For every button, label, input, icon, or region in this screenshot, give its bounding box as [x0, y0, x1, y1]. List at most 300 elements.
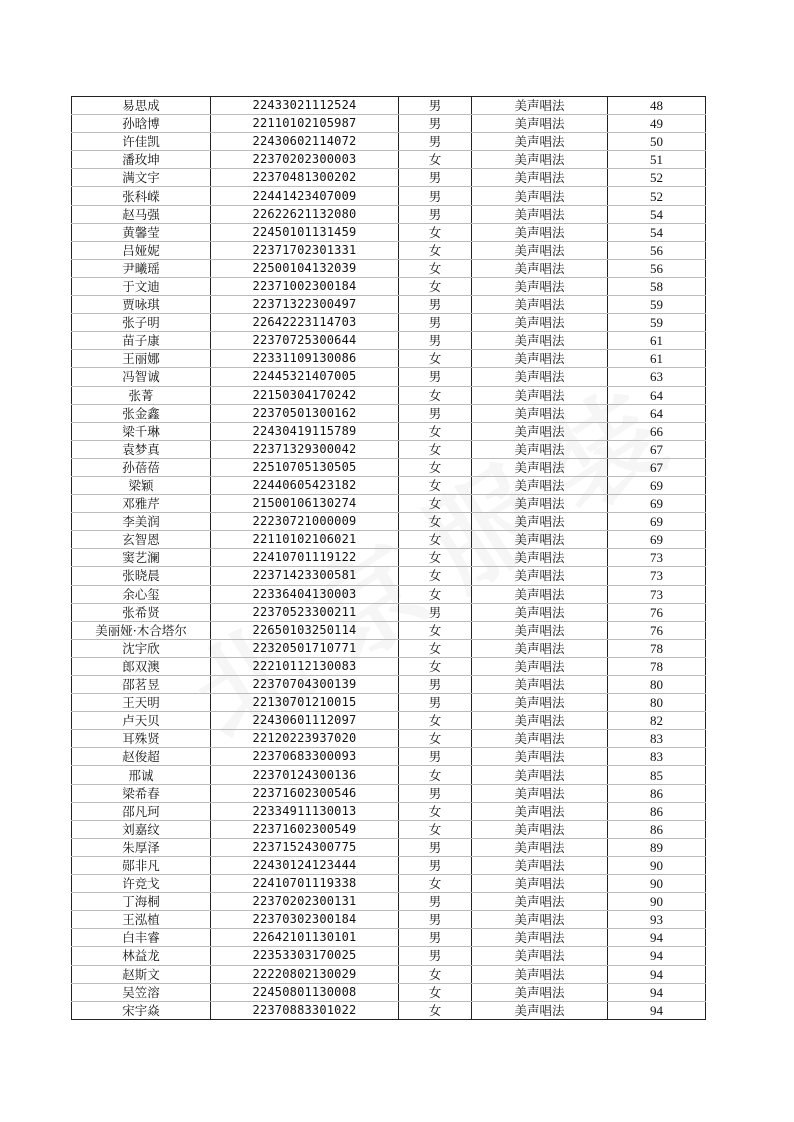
- candidate-id-cell: 22370481300202: [211, 169, 399, 187]
- table-row: [72, 440, 706, 458]
- candidate-id-cell: 22370202300131: [211, 893, 399, 911]
- name-cell: 邵凡珂: [72, 802, 211, 820]
- subject-cell: 美声唱法: [472, 567, 608, 585]
- score-cell: 59: [608, 314, 706, 332]
- score-cell: 89: [608, 838, 706, 856]
- name-cell: 潘玫坤: [72, 151, 211, 169]
- gender-cell: 男: [399, 133, 472, 151]
- candidate-id-cell: 22370725300644: [211, 332, 399, 350]
- table-row: [72, 458, 706, 476]
- gender-cell: 男: [399, 694, 472, 712]
- subject-cell: 美声唱法: [472, 241, 608, 259]
- gender-cell: 女: [399, 1001, 472, 1019]
- score-cell: 64: [608, 386, 706, 404]
- candidate-id-cell: 22370202300003: [211, 151, 399, 169]
- subject-cell: 美声唱法: [472, 277, 608, 295]
- table-row: [72, 115, 706, 133]
- table-row: [72, 97, 706, 115]
- candidate-id-cell: 22622621132080: [211, 205, 399, 223]
- candidate-id-cell: 22450101131459: [211, 223, 399, 241]
- name-cell: 林益龙: [72, 947, 211, 965]
- name-cell: 李美润: [72, 513, 211, 531]
- name-cell: 冯智诚: [72, 368, 211, 386]
- candidate-id-cell: 22110102106021: [211, 531, 399, 549]
- gender-cell: 女: [399, 639, 472, 657]
- subject-cell: 美声唱法: [472, 386, 608, 404]
- score-cell: 90: [608, 875, 706, 893]
- candidate-id-cell: 22320501710771: [211, 639, 399, 657]
- table-row: [72, 495, 706, 513]
- name-cell: 邢诚: [72, 766, 211, 784]
- candidate-id-cell: 22370124300136: [211, 766, 399, 784]
- table-row: [72, 133, 706, 151]
- gender-cell: 女: [399, 422, 472, 440]
- subject-cell: 美声唱法: [472, 657, 608, 675]
- subject-cell: 美声唱法: [472, 838, 608, 856]
- score-cell: 52: [608, 187, 706, 205]
- table-row: [72, 476, 706, 494]
- name-cell: 郧非凡: [72, 856, 211, 874]
- subject-cell: 美声唱法: [472, 965, 608, 983]
- subject-cell: 美声唱法: [472, 730, 608, 748]
- score-cell: 64: [608, 404, 706, 422]
- candidate-id-cell: 22370501300162: [211, 404, 399, 422]
- subject-cell: 美声唱法: [472, 151, 608, 169]
- score-cell: 73: [608, 567, 706, 585]
- candidate-id-cell: 22430124123444: [211, 856, 399, 874]
- gender-cell: 女: [399, 730, 472, 748]
- candidate-id-cell: 22510705130505: [211, 458, 399, 476]
- gender-cell: 男: [399, 748, 472, 766]
- table-row: [72, 748, 706, 766]
- gender-cell: 男: [399, 314, 472, 332]
- candidate-id-cell: 22150304170242: [211, 386, 399, 404]
- gender-cell: 女: [399, 531, 472, 549]
- score-cell: 73: [608, 549, 706, 567]
- table-row: [72, 1001, 706, 1019]
- name-cell: 许竞戈: [72, 875, 211, 893]
- gender-cell: 女: [399, 495, 472, 513]
- candidate-id-cell: 22371702301331: [211, 241, 399, 259]
- table-row: [72, 766, 706, 784]
- subject-cell: 美声唱法: [472, 495, 608, 513]
- name-cell: 王天明: [72, 694, 211, 712]
- table-row: [72, 802, 706, 820]
- score-cell: 78: [608, 657, 706, 675]
- table-row: [72, 296, 706, 314]
- name-cell: 吕娅妮: [72, 241, 211, 259]
- score-cell: 86: [608, 820, 706, 838]
- score-cell: 94: [608, 983, 706, 1001]
- candidate-id-cell: 22371602300546: [211, 784, 399, 802]
- score-cell: 67: [608, 440, 706, 458]
- subject-cell: 美声唱法: [472, 296, 608, 314]
- subject-cell: 美声唱法: [472, 621, 608, 639]
- score-cell: 69: [608, 495, 706, 513]
- name-cell: 苗子康: [72, 332, 211, 350]
- name-cell: 玄智恩: [72, 531, 211, 549]
- score-cell: 56: [608, 241, 706, 259]
- name-cell: 满文宇: [72, 169, 211, 187]
- gender-cell: 男: [399, 856, 472, 874]
- gender-cell: 男: [399, 115, 472, 133]
- gender-cell: 男: [399, 676, 472, 694]
- candidate-id-cell: 22370302300184: [211, 911, 399, 929]
- subject-cell: 美声唱法: [472, 947, 608, 965]
- score-cell: 48: [608, 97, 706, 115]
- table-row: [72, 404, 706, 422]
- name-cell: 赵马强: [72, 205, 211, 223]
- subject-cell: 美声唱法: [472, 458, 608, 476]
- subject-cell: 美声唱法: [472, 784, 608, 802]
- table-row: [72, 893, 706, 911]
- name-cell: 张科嵘: [72, 187, 211, 205]
- table-row: [72, 332, 706, 350]
- name-cell: 刘嘉纹: [72, 820, 211, 838]
- candidate-id-cell: 22370683300093: [211, 748, 399, 766]
- candidate-id-cell: 22110102105987: [211, 115, 399, 133]
- name-cell: 余心玺: [72, 585, 211, 603]
- subject-cell: 美声唱法: [472, 694, 608, 712]
- subject-cell: 美声唱法: [472, 712, 608, 730]
- gender-cell: 男: [399, 205, 472, 223]
- score-cell: 80: [608, 694, 706, 712]
- score-cell: 73: [608, 585, 706, 603]
- candidate-id-cell: 22370704300139: [211, 676, 399, 694]
- gender-cell: 女: [399, 386, 472, 404]
- score-cell: 52: [608, 169, 706, 187]
- name-cell: 赵俊超: [72, 748, 211, 766]
- subject-cell: 美声唱法: [472, 133, 608, 151]
- table-row: [72, 422, 706, 440]
- score-cell: 80: [608, 676, 706, 694]
- candidate-id-cell: 22370523300211: [211, 603, 399, 621]
- table-row: [72, 639, 706, 657]
- subject-cell: 美声唱法: [472, 766, 608, 784]
- name-cell: 孙晗博: [72, 115, 211, 133]
- name-cell: 宋宇焱: [72, 1001, 211, 1019]
- gender-cell: 女: [399, 657, 472, 675]
- subject-cell: 美声唱法: [472, 585, 608, 603]
- score-cell: 50: [608, 133, 706, 151]
- table-row: [72, 513, 706, 531]
- candidate-id-cell: 22440605423182: [211, 476, 399, 494]
- score-cell: 59: [608, 296, 706, 314]
- name-cell: 许佳凯: [72, 133, 211, 151]
- candidate-id-cell: 22410701119338: [211, 875, 399, 893]
- candidate-id-cell: 21500106130274: [211, 495, 399, 513]
- score-cell: 61: [608, 332, 706, 350]
- gender-cell: 男: [399, 911, 472, 929]
- subject-cell: 美声唱法: [472, 893, 608, 911]
- table-row: [72, 983, 706, 1001]
- gender-cell: 女: [399, 875, 472, 893]
- name-cell: 窦艺澜: [72, 549, 211, 567]
- table-row: [72, 712, 706, 730]
- subject-cell: 美声唱法: [472, 820, 608, 838]
- gender-cell: 女: [399, 350, 472, 368]
- subject-cell: 美声唱法: [472, 748, 608, 766]
- score-cell: 63: [608, 368, 706, 386]
- table-row: [72, 314, 706, 332]
- score-cell: 76: [608, 621, 706, 639]
- gender-cell: 女: [399, 259, 472, 277]
- name-cell: 王泓植: [72, 911, 211, 929]
- gender-cell: 女: [399, 712, 472, 730]
- gender-cell: 女: [399, 820, 472, 838]
- subject-cell: 美声唱法: [472, 259, 608, 277]
- score-cell: 94: [608, 1001, 706, 1019]
- table-row: [72, 585, 706, 603]
- roster-table: [71, 96, 706, 1020]
- gender-cell: 女: [399, 277, 472, 295]
- candidate-id-cell: 22370883301022: [211, 1001, 399, 1019]
- score-cell: 66: [608, 422, 706, 440]
- gender-cell: 女: [399, 802, 472, 820]
- name-cell: 郎双澳: [72, 657, 211, 675]
- name-cell: 王丽娜: [72, 350, 211, 368]
- gender-cell: 男: [399, 893, 472, 911]
- candidate-id-cell: 22230721000009: [211, 513, 399, 531]
- candidate-id-cell: 22371524300775: [211, 838, 399, 856]
- subject-cell: 美声唱法: [472, 97, 608, 115]
- candidate-id-cell: 22353303170025: [211, 947, 399, 965]
- name-cell: 沈宇欣: [72, 639, 211, 657]
- gender-cell: 男: [399, 187, 472, 205]
- score-cell: 56: [608, 259, 706, 277]
- name-cell: 于文迪: [72, 277, 211, 295]
- subject-cell: 美声唱法: [472, 983, 608, 1001]
- score-cell: 76: [608, 603, 706, 621]
- table-row: [72, 549, 706, 567]
- table-row: [72, 531, 706, 549]
- candidate-id-cell: 22371329300042: [211, 440, 399, 458]
- gender-cell: 女: [399, 983, 472, 1001]
- table-row: [72, 911, 706, 929]
- gender-cell: 男: [399, 404, 472, 422]
- name-cell: 丁海桐: [72, 893, 211, 911]
- name-cell: 耳殊贤: [72, 730, 211, 748]
- gender-cell: 男: [399, 368, 472, 386]
- gender-cell: 女: [399, 151, 472, 169]
- name-cell: 张晓晨: [72, 567, 211, 585]
- gender-cell: 女: [399, 965, 472, 983]
- subject-cell: 美声唱法: [472, 676, 608, 694]
- candidate-id-cell: 22410701119122: [211, 549, 399, 567]
- gender-cell: 男: [399, 332, 472, 350]
- name-cell: 邓雅芹: [72, 495, 211, 513]
- table-row: [72, 205, 706, 223]
- candidate-id-cell: 22450801130008: [211, 983, 399, 1001]
- candidate-id-cell: 22220802130029: [211, 965, 399, 983]
- subject-cell: 美声唱法: [472, 187, 608, 205]
- name-cell: 朱厚泽: [72, 838, 211, 856]
- table-row: [72, 856, 706, 874]
- gender-cell: 女: [399, 766, 472, 784]
- name-cell: 袁梦真: [72, 440, 211, 458]
- gender-cell: 女: [399, 223, 472, 241]
- table-row: [72, 838, 706, 856]
- subject-cell: 美声唱法: [472, 476, 608, 494]
- gender-cell: 男: [399, 296, 472, 314]
- score-cell: 85: [608, 766, 706, 784]
- name-cell: 梁千琳: [72, 422, 211, 440]
- name-cell: 贾咏琪: [72, 296, 211, 314]
- score-cell: 94: [608, 947, 706, 965]
- subject-cell: 美声唱法: [472, 169, 608, 187]
- subject-cell: 美声唱法: [472, 911, 608, 929]
- subject-cell: 美声唱法: [472, 332, 608, 350]
- gender-cell: 女: [399, 621, 472, 639]
- roster-table-body: [72, 97, 706, 1020]
- gender-cell: 女: [399, 585, 472, 603]
- table-row: [72, 350, 706, 368]
- subject-cell: 美声唱法: [472, 223, 608, 241]
- score-cell: 51: [608, 151, 706, 169]
- name-cell: 白丰睿: [72, 929, 211, 947]
- score-cell: 90: [608, 856, 706, 874]
- score-cell: 54: [608, 205, 706, 223]
- table-row: [72, 965, 706, 983]
- table-row: [72, 567, 706, 585]
- subject-cell: 美声唱法: [472, 531, 608, 549]
- score-cell: 86: [608, 784, 706, 802]
- name-cell: 张希贤: [72, 603, 211, 621]
- subject-cell: 美声唱法: [472, 1001, 608, 1019]
- score-cell: 93: [608, 911, 706, 929]
- gender-cell: 男: [399, 838, 472, 856]
- table-row: [72, 820, 706, 838]
- subject-cell: 美声唱法: [472, 929, 608, 947]
- name-cell: 梁颖: [72, 476, 211, 494]
- subject-cell: 美声唱法: [472, 368, 608, 386]
- candidate-id-cell: 22130701210015: [211, 694, 399, 712]
- name-cell: 孙蓓蓓: [72, 458, 211, 476]
- name-cell: 张子明: [72, 314, 211, 332]
- score-cell: 67: [608, 458, 706, 476]
- subject-cell: 美声唱法: [472, 422, 608, 440]
- candidate-id-cell: 22642223114703: [211, 314, 399, 332]
- score-cell: 78: [608, 639, 706, 657]
- score-cell: 69: [608, 476, 706, 494]
- gender-cell: 男: [399, 603, 472, 621]
- gender-cell: 男: [399, 947, 472, 965]
- name-cell: 张金鑫: [72, 404, 211, 422]
- score-cell: 49: [608, 115, 706, 133]
- subject-cell: 美声唱法: [472, 440, 608, 458]
- table-row: [72, 277, 706, 295]
- subject-cell: 美声唱法: [472, 549, 608, 567]
- candidate-id-cell: 22371322300497: [211, 296, 399, 314]
- name-cell: 张菁: [72, 386, 211, 404]
- table-row: [72, 784, 706, 802]
- subject-cell: 美声唱法: [472, 404, 608, 422]
- table-row: [72, 223, 706, 241]
- candidate-id-cell: 22445321407005: [211, 368, 399, 386]
- subject-cell: 美声唱法: [472, 513, 608, 531]
- name-cell: 赵斯文: [72, 965, 211, 983]
- gender-cell: 女: [399, 549, 472, 567]
- gender-cell: 女: [399, 440, 472, 458]
- table-row: [72, 169, 706, 187]
- subject-cell: 美声唱法: [472, 115, 608, 133]
- name-cell: 吴笠溶: [72, 983, 211, 1001]
- name-cell: 易思成: [72, 97, 211, 115]
- name-cell: 尹曦瑶: [72, 259, 211, 277]
- candidate-id-cell: 22371423300581: [211, 567, 399, 585]
- gender-cell: 女: [399, 458, 472, 476]
- candidate-id-cell: 22120223937020: [211, 730, 399, 748]
- subject-cell: 美声唱法: [472, 314, 608, 332]
- table-row: [72, 657, 706, 675]
- table-row: [72, 621, 706, 639]
- score-cell: 83: [608, 730, 706, 748]
- table-row: [72, 386, 706, 404]
- table-row: [72, 947, 706, 965]
- candidate-id-cell: 22210112130083: [211, 657, 399, 675]
- gender-cell: 男: [399, 97, 472, 115]
- gender-cell: 女: [399, 241, 472, 259]
- candidate-id-cell: 22430601112097: [211, 712, 399, 730]
- name-cell: 梁希春: [72, 784, 211, 802]
- name-cell: 黄馨莹: [72, 223, 211, 241]
- score-cell: 69: [608, 531, 706, 549]
- candidate-id-cell: 22331109130086: [211, 350, 399, 368]
- score-cell: 90: [608, 893, 706, 911]
- candidate-id-cell: 22334911130013: [211, 802, 399, 820]
- gender-cell: 女: [399, 567, 472, 585]
- table-row: [72, 259, 706, 277]
- candidate-id-cell: 22650103250114: [211, 621, 399, 639]
- score-cell: 83: [608, 748, 706, 766]
- table-row: [72, 187, 706, 205]
- table-row: [72, 676, 706, 694]
- name-cell: 美丽娅·木合塔尔: [72, 621, 211, 639]
- score-cell: 58: [608, 277, 706, 295]
- candidate-id-cell: 22336404130003: [211, 585, 399, 603]
- name-cell: 邵茗昱: [72, 676, 211, 694]
- score-cell: 94: [608, 929, 706, 947]
- name-cell: 卢天贝: [72, 712, 211, 730]
- subject-cell: 美声唱法: [472, 603, 608, 621]
- candidate-id-cell: 22430419115789: [211, 422, 399, 440]
- subject-cell: 美声唱法: [472, 350, 608, 368]
- gender-cell: 男: [399, 784, 472, 802]
- subject-cell: 美声唱法: [472, 856, 608, 874]
- candidate-id-cell: 22500104132039: [211, 259, 399, 277]
- table-row: [72, 929, 706, 947]
- gender-cell: 男: [399, 169, 472, 187]
- subject-cell: 美声唱法: [472, 802, 608, 820]
- gender-cell: 女: [399, 513, 472, 531]
- gender-cell: 男: [399, 929, 472, 947]
- table-row: [72, 151, 706, 169]
- table-row: [72, 603, 706, 621]
- roster-table-container: [71, 96, 705, 1020]
- table-row: [72, 730, 706, 748]
- table-row: [72, 241, 706, 259]
- table-row: [72, 875, 706, 893]
- candidate-id-cell: 22433021112524: [211, 97, 399, 115]
- subject-cell: 美声唱法: [472, 205, 608, 223]
- score-cell: 86: [608, 802, 706, 820]
- candidate-id-cell: 22642101130101: [211, 929, 399, 947]
- candidate-id-cell: 22371602300549: [211, 820, 399, 838]
- candidate-id-cell: 22441423407009: [211, 187, 399, 205]
- candidate-id-cell: 22371002300184: [211, 277, 399, 295]
- candidate-id-cell: 22430602114072: [211, 133, 399, 151]
- gender-cell: 女: [399, 476, 472, 494]
